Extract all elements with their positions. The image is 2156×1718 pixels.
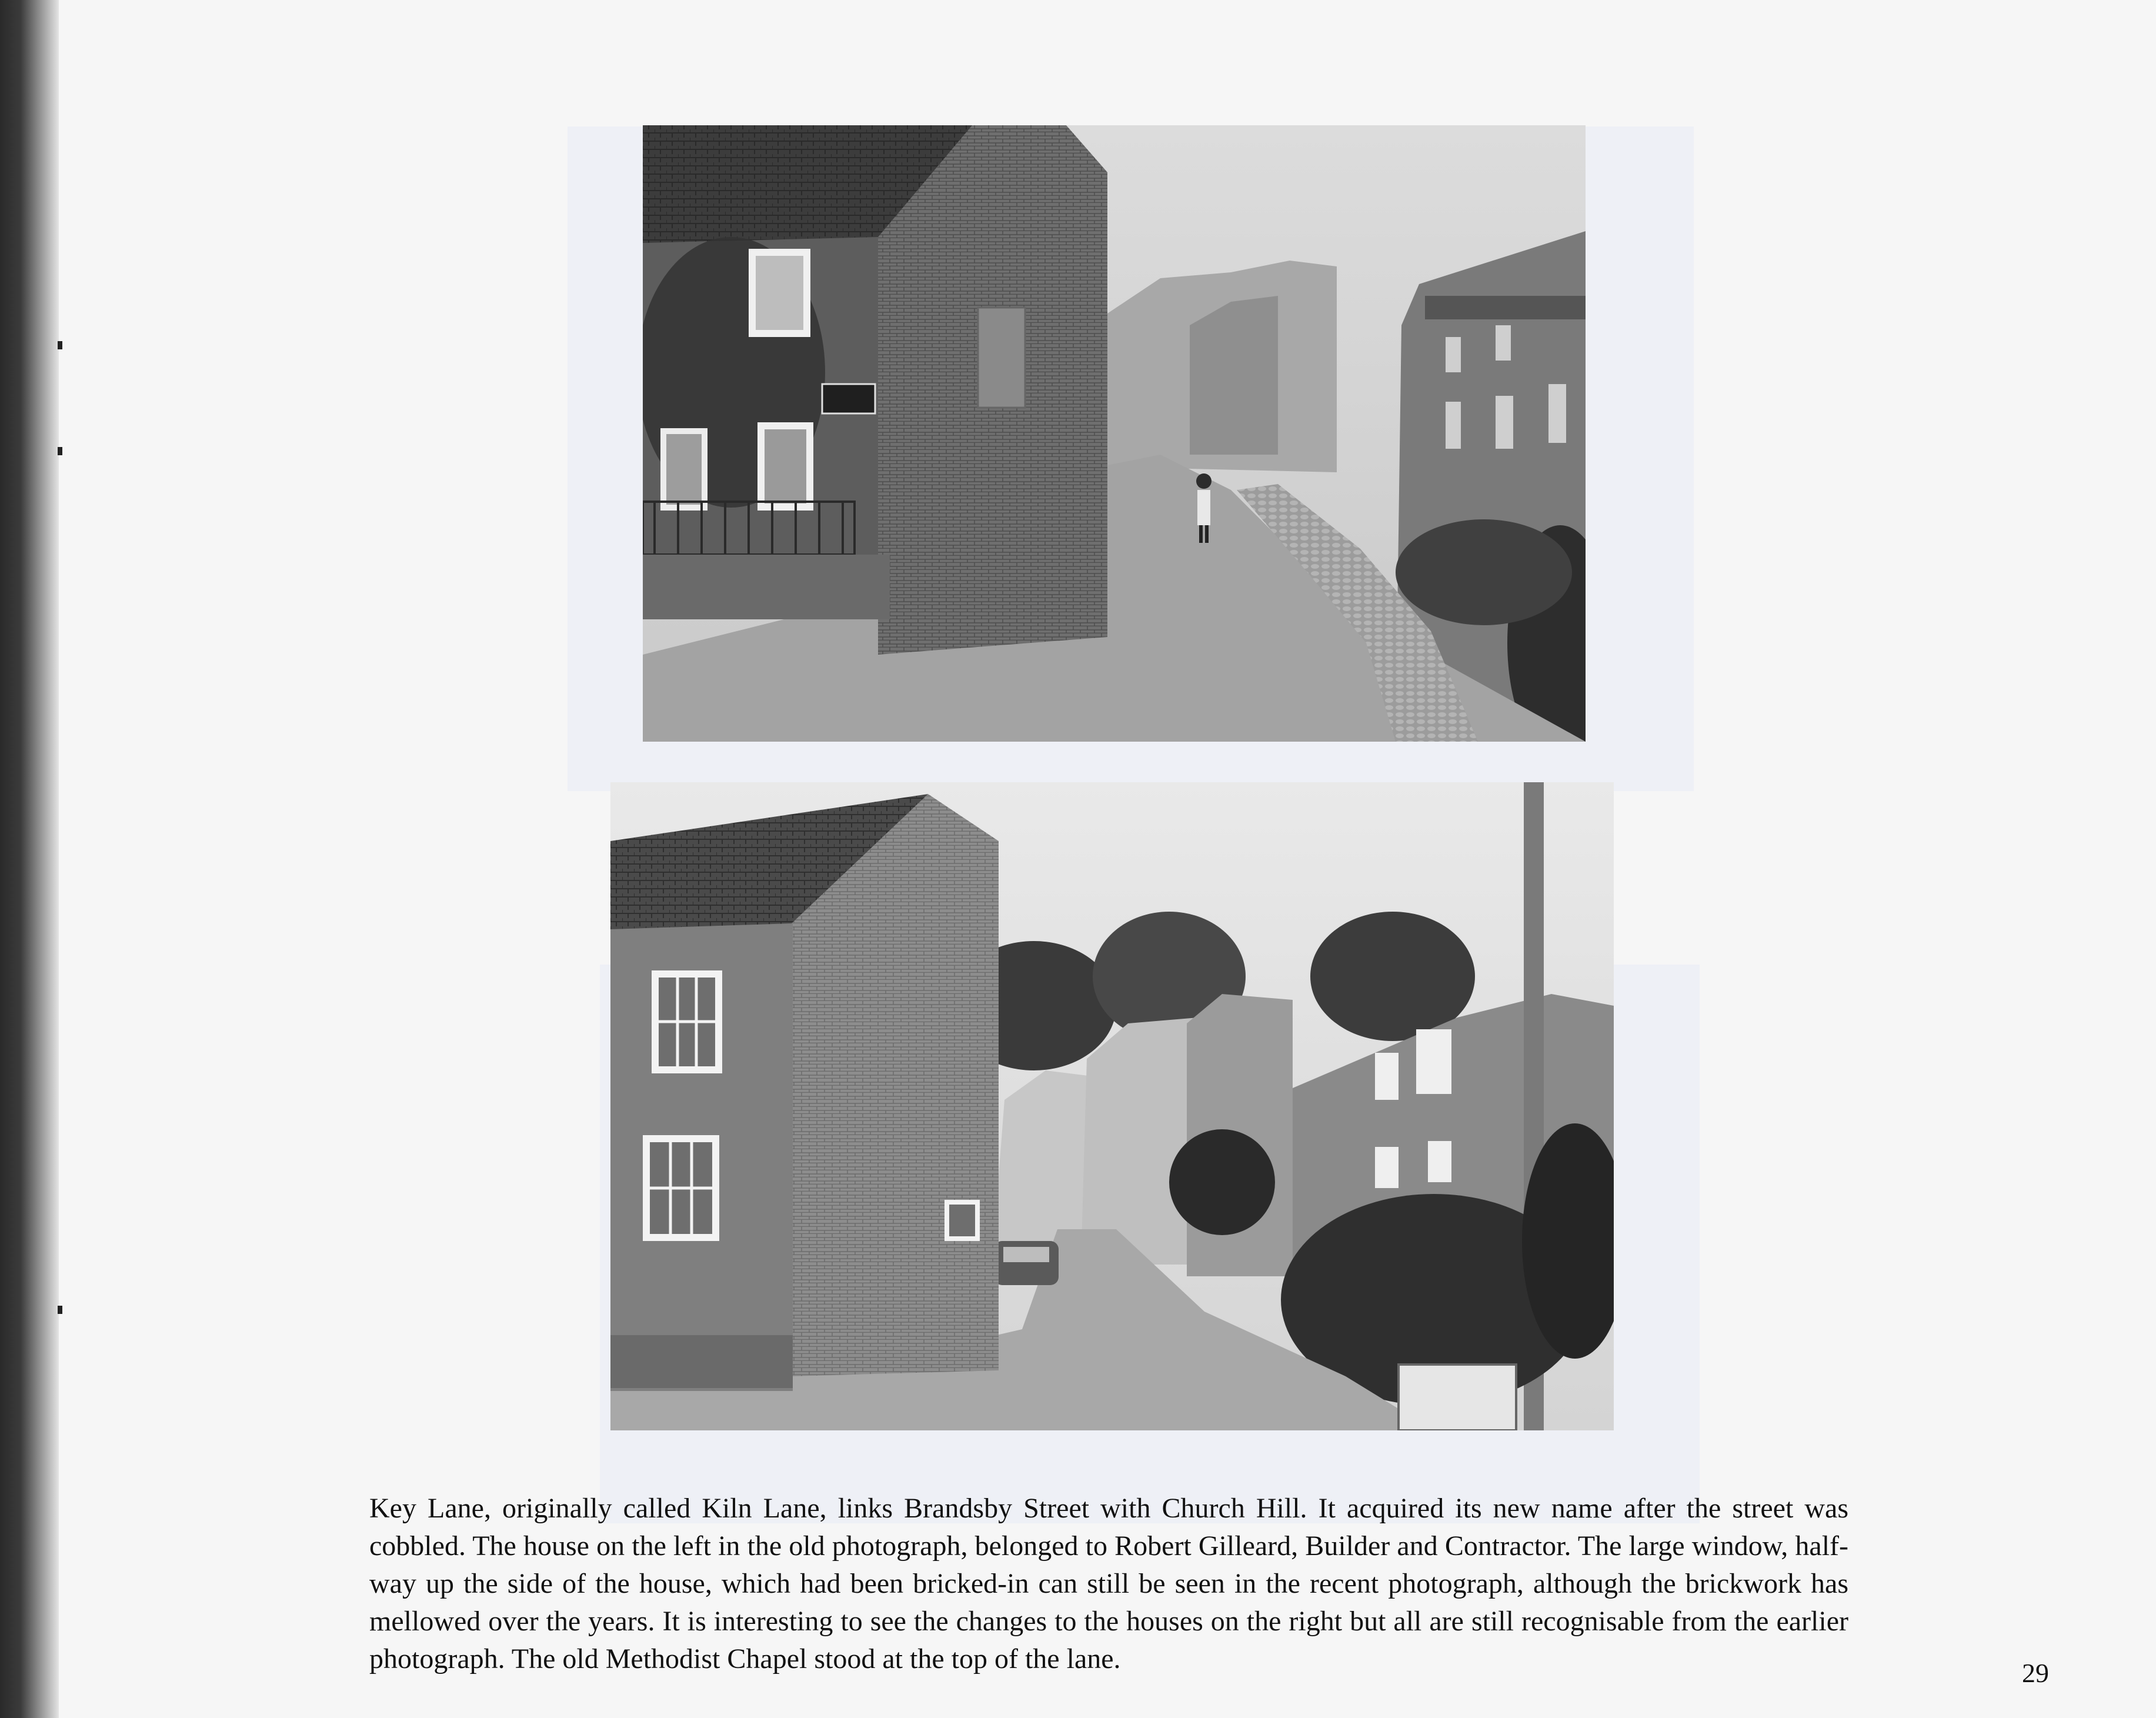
- old-photograph: [643, 125, 1586, 742]
- binding-mark: [58, 1306, 62, 1314]
- binding-mark: [58, 447, 62, 455]
- page-number: 29: [2022, 1658, 2049, 1688]
- binding-mark: [58, 341, 62, 349]
- book-spine-shadow: [0, 0, 59, 1718]
- recent-photograph: [610, 782, 1614, 1430]
- photo-caption: Key Lane, originally called Kiln Lane, links Brandsby Street with Church Hill. It acquired its new name after the street was cobbled. The house on the left in the old photograph, belonged to Robert Gilleard, Builder and Contractor. The large window, half-way up the side of the house, which had been bricked-in can still be seen in the recent photograph, although the brickwork has mellowed over the years. It is interesting to see the changes to the houses on the right but all are still recognisable from the earlier photograph. The old Methodist Chapel stood at the top of the lane.: [369, 1493, 1848, 1674]
